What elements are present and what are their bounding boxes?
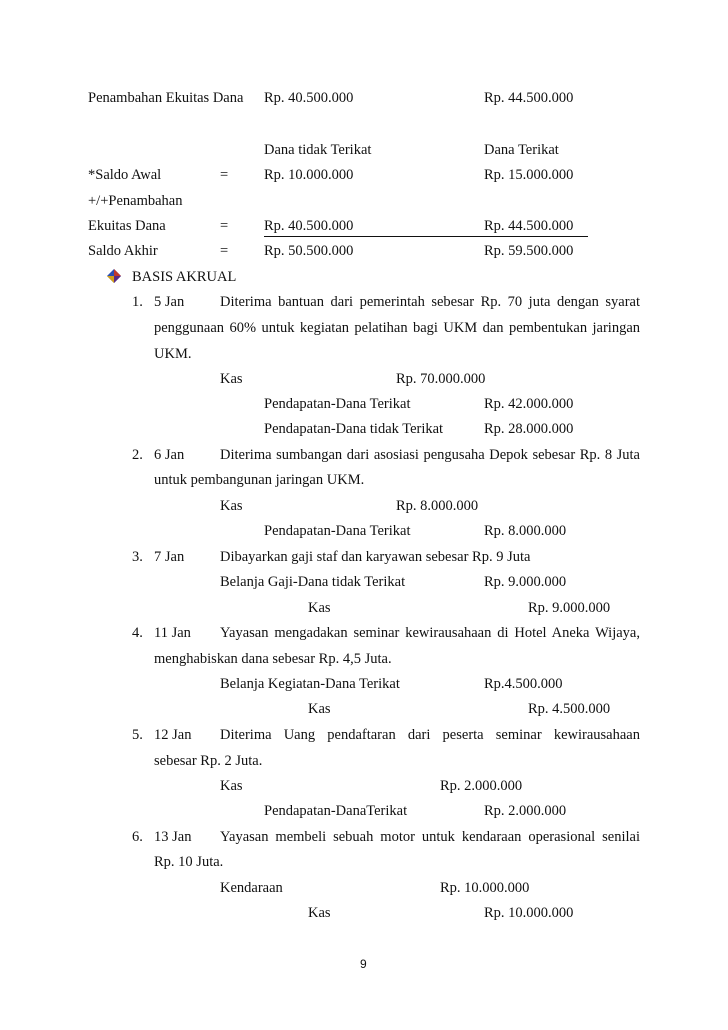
- row-value-untied: Rp. 50.500.000: [264, 243, 354, 259]
- item-date: 6 Jan: [154, 447, 185, 463]
- journal-debit-amount: Rp.4.500.000: [484, 676, 563, 692]
- journal-credit-account: Pendapatan-Dana Terikat: [264, 523, 411, 539]
- item-number: 3.: [132, 549, 143, 565]
- top-row-value-tied: Rp. 44.500.000: [484, 90, 574, 106]
- item-description-line: untuk pembangunan jaringan UKM.: [154, 472, 365, 488]
- row-equals: =: [220, 218, 229, 234]
- journal-credit-account: Kas: [308, 701, 331, 717]
- row-label-penambahan: +/+Penambahan: [88, 193, 183, 209]
- item-number: 6.: [132, 829, 143, 845]
- journal-credit-account: Kas: [308, 600, 331, 616]
- item-date: 11 Jan: [154, 625, 191, 641]
- top-row-value-untied: Rp. 40.500.000: [264, 90, 354, 106]
- row-equals: =: [220, 167, 229, 183]
- top-row-label: Penambahan Ekuitas Dana: [88, 90, 244, 106]
- header-tied: Dana Terikat: [484, 142, 559, 158]
- journal-credit-account: Pendapatan-Dana tidak Terikat: [264, 421, 444, 437]
- journal-credit-account: Pendapatan-Dana Terikat: [264, 396, 411, 412]
- row-value-untied: Rp. 10.000.000: [264, 167, 354, 183]
- item-description-line: Dibayarkan gaji staf dan karyawan sebesar Rp. 9 Juta: [220, 549, 531, 565]
- journal-debit-account: Kas: [220, 371, 243, 387]
- item-description-line: menghabiskan dana sebesar Rp. 4,5 Juta.: [154, 651, 392, 667]
- item-date: 12 Jan: [154, 727, 192, 743]
- journal-debit-account: Kas: [220, 778, 243, 794]
- item-date: 7 Jan: [154, 549, 185, 565]
- journal-credit-account: Pendapatan-DanaTerikat: [264, 803, 408, 819]
- journal-debit-account: Kendaraan: [220, 880, 283, 896]
- journal-credit-amount: Rp. 2.000.000: [484, 803, 567, 819]
- row-value-untied: Rp. 40.500.000: [264, 218, 354, 234]
- item-number: 5.: [132, 727, 143, 743]
- row-value-tied: Rp. 15.000.000: [484, 167, 574, 183]
- item-description-line: Diterima bantuan dari pemerintah sebesar Rp. 70 juta dengan syarat: [220, 294, 640, 310]
- row-equals: =: [220, 243, 229, 259]
- item-date: 5 Jan: [154, 294, 185, 310]
- journal-debit-amount: Rp. 8.000.000: [396, 498, 479, 514]
- journal-credit-amount: Rp. 9.000.000: [528, 600, 611, 616]
- item-description-line: Yayasan membeli sebuah motor untuk kendaraan operasional senilai: [220, 829, 640, 845]
- section-title: BASIS AKRUAL: [132, 269, 237, 285]
- item-description-line: Diterima sumbangan dari asosiasi pengusaha Depok sebesar Rp. 8 Juta: [220, 447, 640, 463]
- item-description-line: Rp. 10 Juta.: [154, 854, 224, 870]
- journal-credit-amount: Rp. 10.000.000: [484, 905, 574, 921]
- item-description-line: Yayasan mengadakan seminar kewirausahaan di Hotel Aneka Wijaya,: [220, 625, 640, 641]
- item-description-line: UKM.: [154, 346, 192, 362]
- journal-credit-account: Kas: [308, 905, 331, 921]
- journal-credit-amount: Rp. 28.000.000: [484, 421, 574, 437]
- item-number: 1.: [132, 294, 143, 310]
- row-value-tied: Rp. 59.500.000: [484, 243, 574, 259]
- item-date: 13 Jan: [154, 829, 192, 845]
- sum-underline: [264, 236, 588, 237]
- header-untied: Dana tidak Terikat: [264, 142, 372, 158]
- item-description-line: penggunaan 60% untuk kegiatan pelatihan bagi UKM dan pembentukan jaringan: [154, 320, 640, 336]
- journal-credit-amount: Rp. 4.500.000: [528, 701, 611, 717]
- colored-diamond-bullet-icon: [106, 268, 122, 284]
- row-label-saldo-awal: *Saldo Awal: [88, 167, 162, 183]
- journal-debit-account: Belanja Gaji-Dana tidak Terikat: [220, 574, 406, 590]
- row-label-saldo-akhir: Saldo Akhir: [88, 243, 158, 259]
- item-description-line: Diterima Uang pendaftaran dari peserta seminar kewirausahaan: [220, 727, 640, 743]
- journal-debit-amount: Rp. 9.000.000: [484, 574, 567, 590]
- journal-debit-account: Kas: [220, 498, 243, 514]
- journal-credit-amount: Rp. 42.000.000: [484, 396, 574, 412]
- row-value-tied: Rp. 44.500.000: [484, 218, 574, 234]
- journal-credit-amount: Rp. 8.000.000: [484, 523, 567, 539]
- item-number: 4.: [132, 625, 143, 641]
- row-label-ekuitas-dana: Ekuitas Dana: [88, 218, 166, 234]
- journal-debit-amount: Rp. 10.000.000: [440, 880, 530, 896]
- journal-debit-amount: Rp. 70.000.000: [396, 371, 486, 387]
- journal-debit-amount: Rp. 2.000.000: [440, 778, 523, 794]
- journal-debit-account: Belanja Kegiatan-Dana Terikat: [220, 676, 400, 692]
- page-number: 9: [360, 957, 367, 971]
- item-description-line: sebesar Rp. 2 Juta.: [154, 753, 263, 769]
- item-number: 2.: [132, 447, 143, 463]
